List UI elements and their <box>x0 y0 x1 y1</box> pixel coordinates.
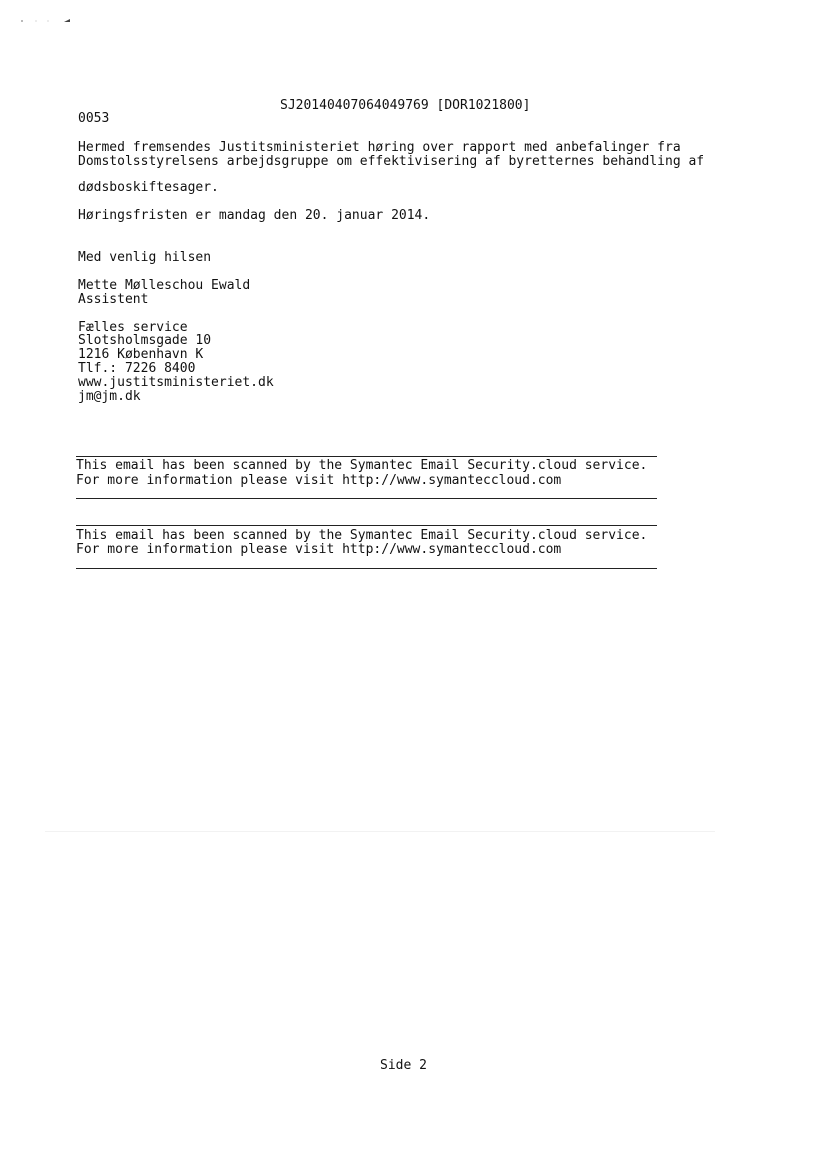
disclaimer-1-line-1: This email has been scanned by the Symantec Email Security.cloud service. <box>76 458 648 473</box>
greeting: Med venlig hilsen <box>78 250 212 265</box>
page-number: Side 2 <box>380 1058 427 1073</box>
disclaimer-1-bottom-rule <box>76 498 657 499</box>
disclaimer-2-line-2: For more information please visit http://www.symanteccloud.com <box>76 542 562 557</box>
disclaimer-1-top-rule <box>76 456 657 457</box>
disclaimer-2-bottom-rule <box>76 568 657 569</box>
signature-email: jm@jm.dk <box>78 389 141 404</box>
deadline-text: Høringsfristen er mandag den 20. januar 2014. <box>78 208 431 223</box>
signature-city: 1216 København K <box>78 347 204 362</box>
document-number: 0053 <box>78 111 110 126</box>
signature-street: Slotsholmsgade 10 <box>78 333 212 348</box>
intro-line-1: Hermed fremsendes Justitsministeriet høring over rapport med anbefalinger fra <box>78 140 681 155</box>
intro-line-3: dødsboskiftesager. <box>78 180 219 195</box>
intro-line-2: Domstolsstyrelsens arbejdsgruppe om effektivisering af byretternes behandling af <box>78 154 705 169</box>
signature-name: Mette Mølleschou Ewald <box>78 278 251 293</box>
scan-artifact-line <box>45 831 715 832</box>
scan-artifact-marks <box>20 16 80 24</box>
disclaimer-1-line-2: For more information please visit http://www.symanteccloud.com <box>76 473 562 488</box>
disclaimer-2-line-1: This email has been scanned by the Symantec Email Security.cloud service. <box>76 528 648 543</box>
signature-phone: Tlf.: 7226 8400 <box>78 361 196 376</box>
document-reference: SJ20140407064049769 [DOR1021800] <box>280 98 531 113</box>
signature-department: Fælles service <box>78 320 188 335</box>
disclaimer-2-top-rule <box>76 525 657 526</box>
signature-website: www.justitsministeriet.dk <box>78 375 274 390</box>
signature-title: Assistent <box>78 292 149 307</box>
